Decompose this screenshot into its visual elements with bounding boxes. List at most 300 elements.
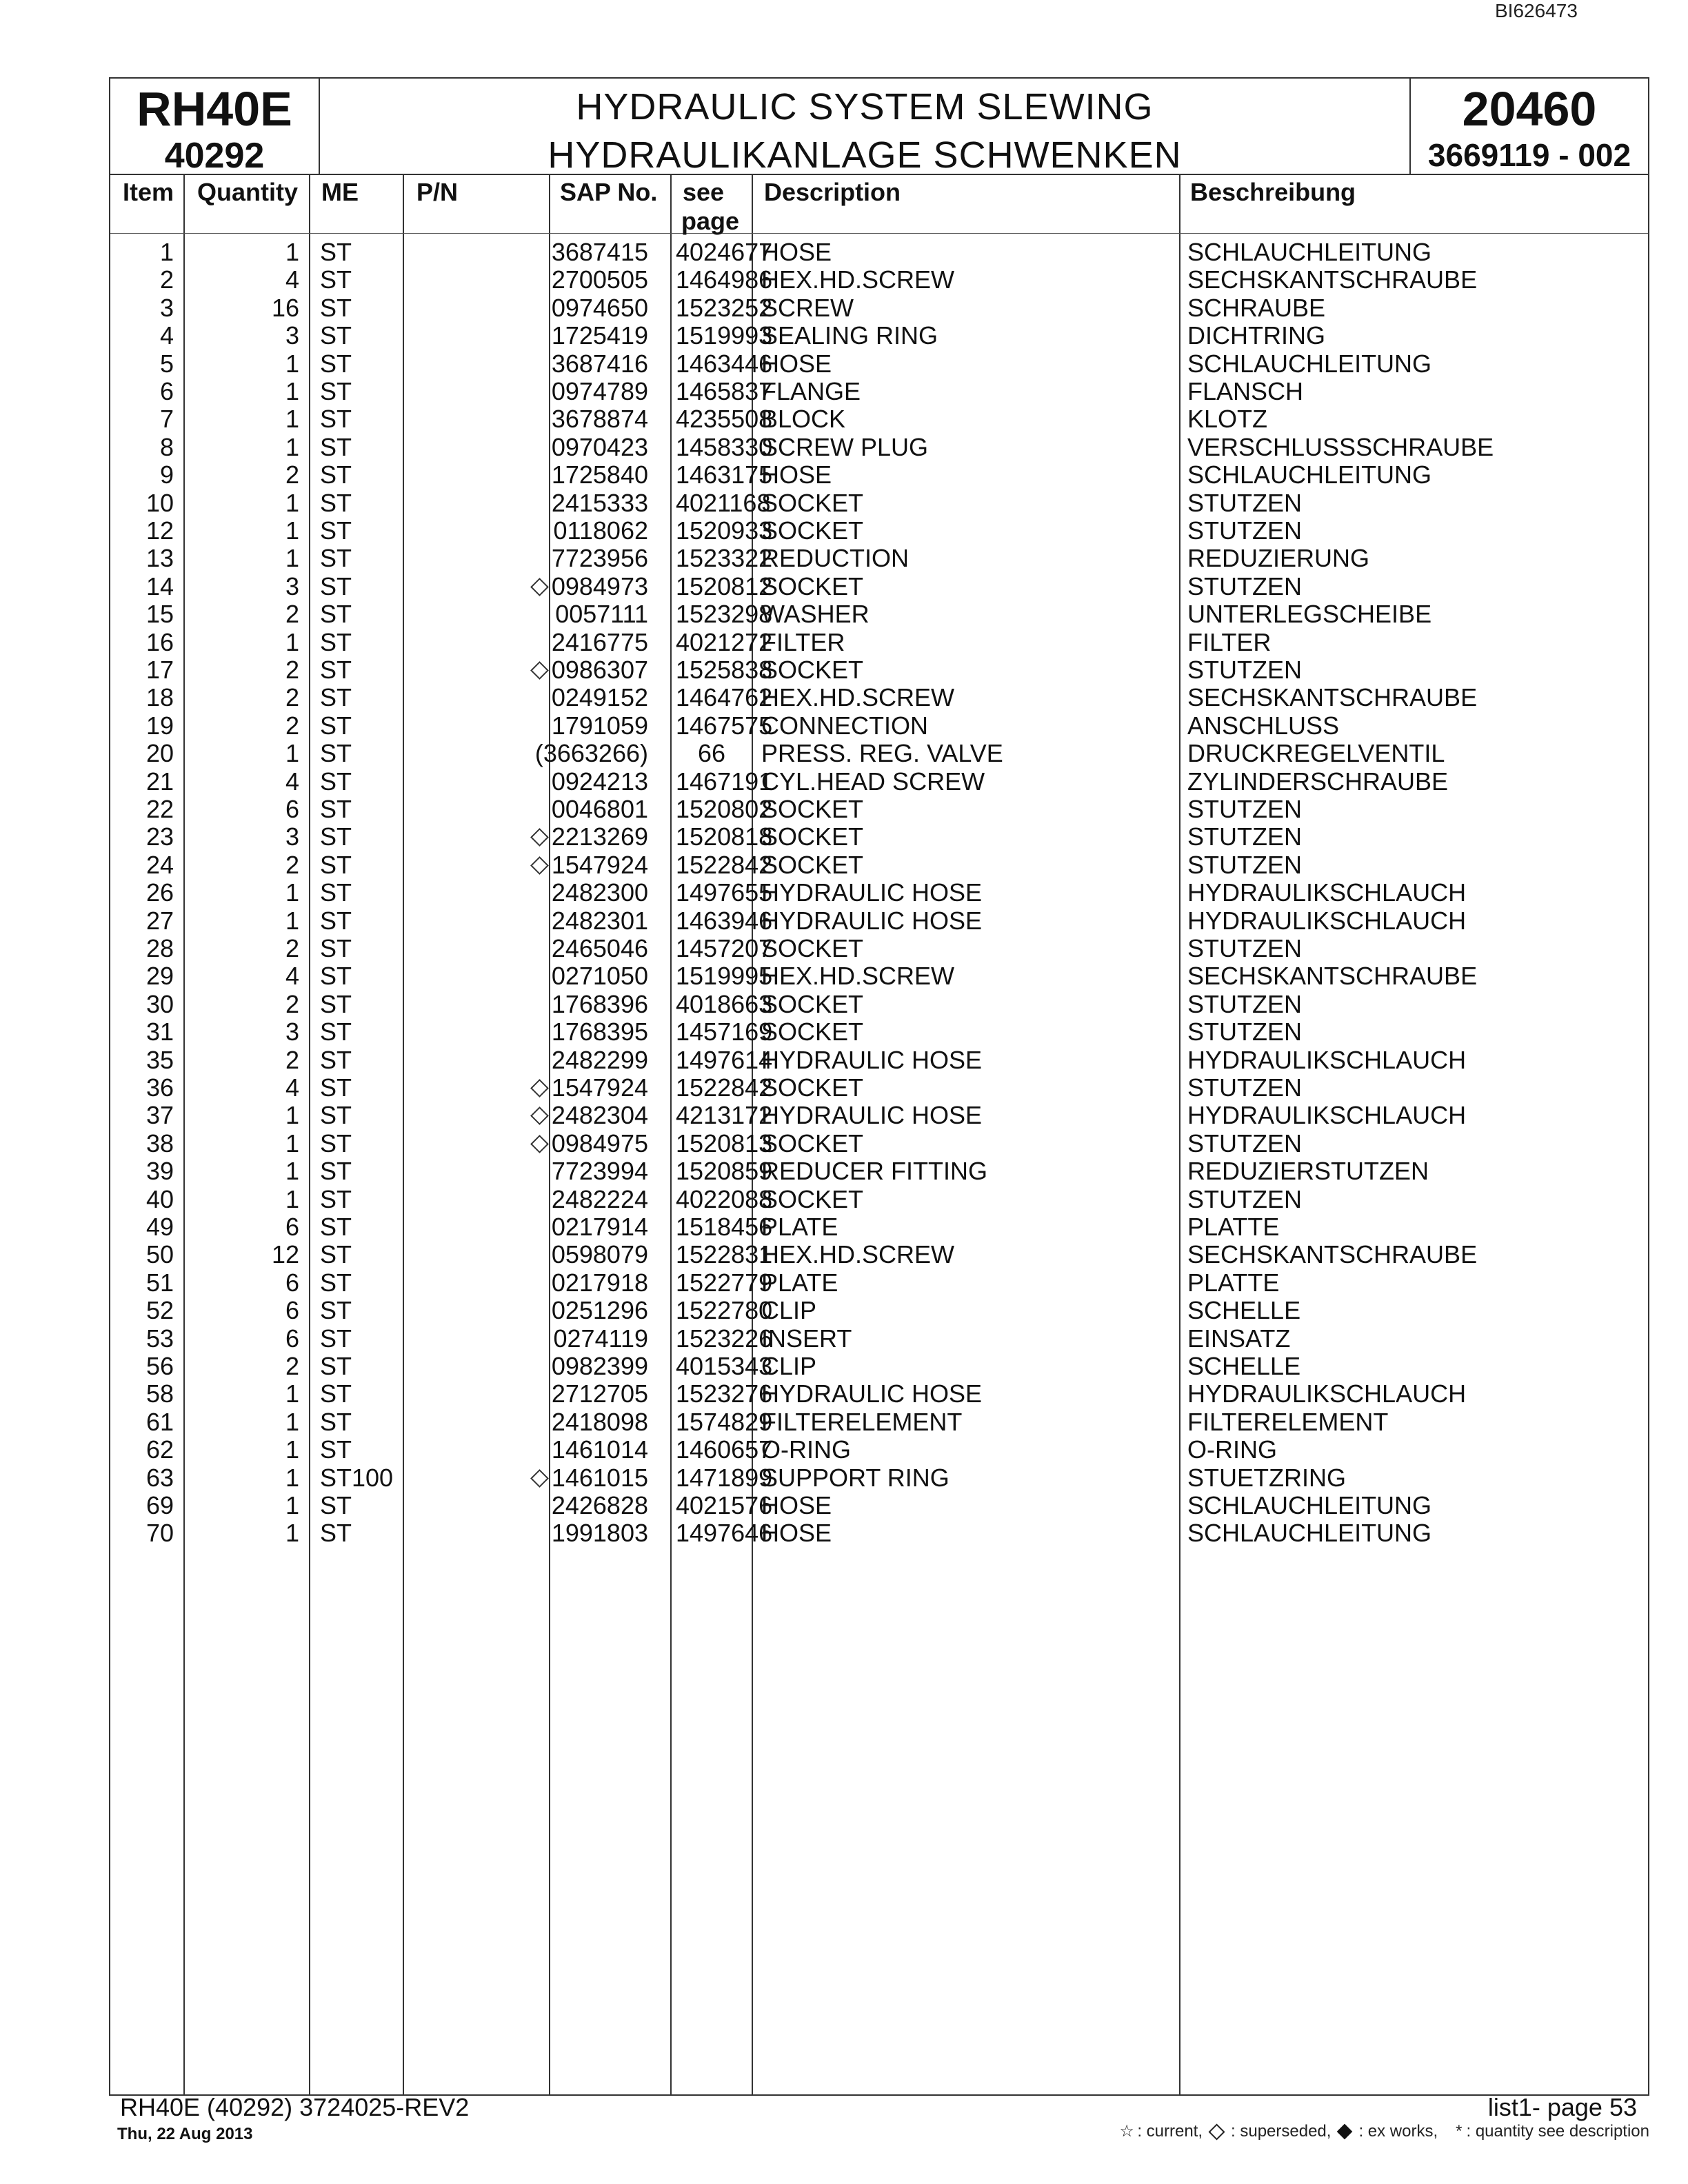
row-beschreibung-text: STUTZEN xyxy=(1187,572,1302,600)
row-beschreibung-text: STUTZEN xyxy=(1187,1184,1302,1213)
row-beschreibung-text: ZYLINDERSCHRAUBE xyxy=(1187,767,1449,796)
superseded-diamond-icon xyxy=(530,661,549,680)
row-me xyxy=(320,350,352,378)
table-row xyxy=(110,600,1651,628)
row-beschreibung xyxy=(1187,1130,1302,1157)
row-me xyxy=(320,1297,352,1324)
row-beschreibung-text: STUTZEN xyxy=(1187,934,1302,962)
row-part-number xyxy=(403,656,648,684)
row-sap-number xyxy=(676,1492,772,1519)
row-beschreibung xyxy=(1187,294,1325,322)
row-item xyxy=(110,629,174,656)
row-description xyxy=(761,962,954,990)
model-box xyxy=(110,79,320,174)
row-see-page xyxy=(672,740,752,767)
row-item xyxy=(110,434,174,461)
row-me xyxy=(320,1130,352,1157)
row-part-number-text: 0984973 xyxy=(551,572,648,600)
row-beschreibung xyxy=(1187,768,1448,796)
row-sap-number-text: 1522842 xyxy=(676,850,773,879)
row-quantity-text: 6 xyxy=(285,795,299,823)
row-me xyxy=(320,1213,352,1241)
row-sap-number xyxy=(676,1436,772,1464)
row-sap-number-text: 1463175 xyxy=(676,461,773,489)
row-sap-number xyxy=(676,434,772,461)
row-me-text: ST xyxy=(320,432,352,461)
row-quantity xyxy=(185,684,299,711)
row-part-number xyxy=(403,1464,648,1492)
row-item-text: 24 xyxy=(145,850,174,879)
row-item xyxy=(110,935,174,962)
row-item xyxy=(110,461,174,489)
row-me-text: ST xyxy=(320,962,352,991)
row-quantity-text: 4 xyxy=(285,767,299,796)
row-quantity xyxy=(185,517,299,545)
row-quantity xyxy=(185,1241,299,1268)
row-quantity-text: 1 xyxy=(285,544,299,573)
row-beschreibung xyxy=(1187,405,1267,433)
row-quantity xyxy=(185,991,299,1018)
row-quantity-text: 2 xyxy=(285,683,299,712)
row-item-text: 20 xyxy=(145,739,174,768)
row-part-number xyxy=(403,1408,648,1436)
row-me-text: ST xyxy=(320,321,352,350)
row-part-number-text: 2418098 xyxy=(551,1407,648,1436)
row-beschreibung xyxy=(1187,1436,1277,1464)
row-sap-number xyxy=(676,1464,772,1492)
table-row xyxy=(110,907,1651,935)
row-me-text: ST xyxy=(320,627,352,656)
row-item xyxy=(110,405,174,433)
row-beschreibung-text: UNTERLEGSCHEIBE xyxy=(1187,600,1432,629)
document-id: BI626473 xyxy=(1495,0,1578,21)
row-sap-number xyxy=(676,1046,772,1074)
table-row xyxy=(110,1464,1651,1492)
row-item xyxy=(110,294,174,322)
row-item-text: 49 xyxy=(145,1213,174,1241)
row-item xyxy=(110,1074,174,1102)
row-part-number xyxy=(403,461,648,489)
row-sap-number-text: 1523322 xyxy=(676,544,773,573)
model-number: 40292 xyxy=(164,136,265,176)
row-me xyxy=(320,684,352,711)
row-item xyxy=(110,1380,174,1408)
row-description xyxy=(761,405,845,433)
table-row xyxy=(110,1046,1651,1074)
row-part-number xyxy=(403,1380,648,1408)
table-row xyxy=(110,740,1651,767)
row-item-text: 12 xyxy=(145,516,174,545)
table-row xyxy=(110,1102,1651,1129)
row-quantity xyxy=(185,1297,299,1324)
table-row xyxy=(110,1186,1651,1213)
row-me-text: ST xyxy=(320,656,352,684)
row-beschreibung-text: REDUZIERUNG xyxy=(1187,544,1370,573)
table-row xyxy=(110,322,1651,350)
row-description xyxy=(761,1519,832,1547)
superseded-diamond-icon xyxy=(530,1135,549,1153)
row-quantity-text: 6 xyxy=(285,1268,299,1297)
superseded-diamond-icon xyxy=(530,1079,549,1098)
row-item xyxy=(110,684,174,711)
table-row xyxy=(110,1074,1651,1102)
symbol-legend xyxy=(1119,2122,1649,2141)
row-description-text: SOCKET xyxy=(761,934,864,962)
row-quantity xyxy=(185,1436,299,1464)
row-me xyxy=(320,322,352,350)
row-sap-number xyxy=(676,796,772,823)
row-part-number-text: 1768396 xyxy=(551,989,648,1018)
row-part-number-text: 2415333 xyxy=(551,488,648,517)
row-item xyxy=(110,962,174,990)
row-part-number xyxy=(403,1186,648,1213)
row-sap-number xyxy=(676,1325,772,1353)
row-part-number-text: 1461015 xyxy=(551,1463,648,1492)
column-header-me: ME xyxy=(321,178,359,206)
row-quantity xyxy=(185,879,299,907)
row-quantity xyxy=(185,1186,299,1213)
row-description-text: HOSE xyxy=(761,1519,832,1548)
row-sap-number-text: 1520812 xyxy=(676,572,773,600)
row-quantity xyxy=(185,405,299,433)
row-description-text: HOSE xyxy=(761,461,832,489)
row-description-text: HOSE xyxy=(761,349,832,378)
row-quantity xyxy=(185,796,299,823)
row-me xyxy=(320,1408,352,1436)
row-beschreibung-text: DICHTRING xyxy=(1187,321,1325,350)
row-item xyxy=(110,1519,174,1547)
row-sap-number-text: 1467575 xyxy=(676,711,773,740)
row-sap-number-text: 1467191 xyxy=(676,767,773,796)
row-beschreibung-text: VERSCHLUSSSCHRAUBE xyxy=(1187,432,1494,461)
row-quantity xyxy=(185,573,299,600)
table-row xyxy=(110,1130,1651,1157)
row-me-text: ST xyxy=(320,767,352,796)
table-row xyxy=(110,1018,1651,1046)
row-description xyxy=(761,907,982,935)
star-outline-icon: ☆ xyxy=(1119,2122,1134,2141)
row-description xyxy=(761,1157,987,1185)
row-beschreibung-text: SCHRAUBE xyxy=(1187,293,1326,322)
row-description xyxy=(761,1297,816,1324)
row-me xyxy=(320,991,352,1018)
superseded-diamond-icon xyxy=(530,578,549,596)
row-item-text: 6 xyxy=(159,377,174,405)
row-me xyxy=(320,1269,352,1297)
row-beschreibung xyxy=(1187,1074,1302,1102)
row-sap-number xyxy=(676,991,772,1018)
row-quantity-text: 1 xyxy=(285,1491,299,1519)
row-beschreibung-text: SECHSKANTSCHRAUBE xyxy=(1187,962,1478,991)
row-beschreibung xyxy=(1187,1157,1429,1185)
row-description xyxy=(761,489,863,517)
row-item xyxy=(110,991,174,1018)
row-item xyxy=(110,600,174,628)
row-part-number-text: 0057111 xyxy=(555,600,648,629)
row-sap-number-text: 1519993 xyxy=(676,321,773,350)
row-description xyxy=(761,434,928,461)
row-description-text: PLATE xyxy=(761,1268,838,1297)
row-item xyxy=(110,239,174,266)
row-me xyxy=(320,1018,352,1046)
row-item xyxy=(110,1353,174,1380)
row-me xyxy=(320,461,352,489)
row-item-text: 27 xyxy=(145,906,174,935)
row-beschreibung xyxy=(1187,1018,1302,1046)
row-beschreibung-text: SECHSKANTSCHRAUBE xyxy=(1187,683,1478,712)
row-item-text: 9 xyxy=(159,461,174,489)
row-beschreibung xyxy=(1187,991,1302,1018)
row-me xyxy=(320,796,352,823)
model-name: RH40E xyxy=(137,82,292,136)
row-description-text: SOCKET xyxy=(761,795,864,823)
row-sap-number xyxy=(676,656,772,684)
row-beschreibung-text: STUTZEN xyxy=(1187,795,1302,823)
row-quantity xyxy=(185,1325,299,1353)
row-item xyxy=(110,378,174,405)
row-quantity xyxy=(185,1213,299,1241)
table-row xyxy=(110,1269,1651,1297)
row-part-number xyxy=(403,489,648,517)
row-me-text: ST xyxy=(320,739,352,768)
row-quantity xyxy=(185,823,299,851)
row-me-text: ST xyxy=(320,1268,352,1297)
row-beschreibung-text: ANSCHLUSS xyxy=(1187,711,1340,740)
row-quantity-text: 2 xyxy=(285,850,299,879)
row-sap-number-text: 1519995 xyxy=(676,962,773,991)
row-beschreibung xyxy=(1187,740,1445,767)
row-beschreibung-text: SCHLAUCHLEITUNG xyxy=(1187,349,1432,378)
row-item-text: 13 xyxy=(145,544,174,573)
row-sap-number xyxy=(676,1380,772,1408)
row-quantity-text: 3 xyxy=(285,822,299,851)
row-me-text: ST xyxy=(320,822,352,851)
row-sap-number xyxy=(676,768,772,796)
table-row xyxy=(110,962,1651,990)
row-part-number xyxy=(403,1157,648,1185)
row-sap-number-text: 1523226 xyxy=(676,1324,773,1353)
row-quantity xyxy=(185,656,299,684)
row-part-number-text: 0274119 xyxy=(553,1324,648,1353)
row-me xyxy=(320,1519,352,1547)
table-row xyxy=(110,1157,1651,1185)
row-see-page-text: 66 xyxy=(697,739,726,768)
row-me xyxy=(320,1186,352,1213)
row-beschreibung-text: STUTZEN xyxy=(1187,822,1302,851)
row-item xyxy=(110,1241,174,1268)
row-item xyxy=(110,1464,174,1492)
row-description-text: FILTER xyxy=(761,627,845,656)
row-me-text: ST xyxy=(320,1296,352,1325)
table-row xyxy=(110,851,1651,879)
row-me-text: ST xyxy=(320,600,352,629)
column-header-quantity: Quantity xyxy=(197,178,299,206)
row-part-number xyxy=(403,1046,648,1074)
row-quantity-text: 1 xyxy=(285,627,299,656)
row-sap-number xyxy=(676,1269,772,1297)
row-sap-number-text: 4213172 xyxy=(676,1101,773,1130)
row-part-number xyxy=(403,935,648,962)
row-me xyxy=(320,879,352,907)
row-item-text: 51 xyxy=(145,1268,174,1297)
row-me-text: ST xyxy=(320,377,352,405)
row-part-number-text: 0924213 xyxy=(551,767,648,796)
row-item-text: 21 xyxy=(145,767,174,796)
row-sap-number-text: 4235508 xyxy=(676,405,773,434)
row-description-text: FILTERELEMENT xyxy=(761,1407,963,1436)
row-sap-number-text: 1463946 xyxy=(676,906,773,935)
row-quantity-text: 1 xyxy=(285,432,299,461)
row-part-number xyxy=(403,1325,648,1353)
row-me xyxy=(320,962,352,990)
row-quantity-text: 2 xyxy=(285,656,299,684)
row-sap-number xyxy=(676,517,772,545)
row-me-text: ST xyxy=(320,405,352,434)
row-part-number xyxy=(403,1353,648,1380)
row-beschreibung-text: STUTZEN xyxy=(1187,1129,1302,1157)
row-quantity xyxy=(185,434,299,461)
row-beschreibung xyxy=(1187,434,1494,461)
row-part-number xyxy=(403,378,648,405)
row-beschreibung-text: REDUZIERSTUTZEN xyxy=(1187,1157,1429,1186)
row-description-text: SCREW PLUG xyxy=(761,432,929,461)
row-quantity-text: 16 xyxy=(271,293,299,322)
row-description xyxy=(761,545,909,572)
row-me-text: ST xyxy=(320,1491,352,1519)
row-description xyxy=(761,294,854,322)
row-part-number-text: 2482304 xyxy=(551,1101,648,1130)
row-me xyxy=(320,1464,393,1492)
row-part-number xyxy=(403,517,648,545)
row-me xyxy=(320,740,352,767)
row-me-text: ST xyxy=(320,572,352,600)
table-row xyxy=(110,991,1651,1018)
row-me xyxy=(320,294,352,322)
row-description xyxy=(761,1186,863,1213)
row-part-number xyxy=(403,545,648,572)
row-quantity-text: 12 xyxy=(271,1240,299,1269)
row-item-text: 52 xyxy=(145,1296,174,1325)
row-part-number-text: 1991803 xyxy=(551,1519,648,1548)
row-quantity-text: 1 xyxy=(285,377,299,405)
row-me xyxy=(320,629,352,656)
row-sap-number-text: 1497655 xyxy=(676,878,773,907)
row-me xyxy=(320,907,352,935)
table-row xyxy=(110,823,1651,851)
page-title-english: HYDRAULIC SYSTEM SLEWING xyxy=(576,86,1154,128)
row-quantity xyxy=(185,1519,299,1547)
row-part-number xyxy=(403,600,648,628)
row-part-number-text: 1725419 xyxy=(551,321,648,350)
row-beschreibung xyxy=(1187,239,1431,266)
row-beschreibung xyxy=(1187,322,1325,350)
row-item-text: 50 xyxy=(145,1240,174,1269)
row-quantity-text: 2 xyxy=(285,711,299,740)
row-me xyxy=(320,266,352,294)
row-description xyxy=(761,823,863,851)
row-me xyxy=(320,1380,352,1408)
row-sap-number-text: 1457207 xyxy=(676,934,773,962)
row-sap-number-text: 4022088 xyxy=(676,1184,773,1213)
row-item-text: 53 xyxy=(145,1324,174,1353)
row-part-number-text: 2700505 xyxy=(551,265,648,294)
row-description-text: SOCKET xyxy=(761,488,864,517)
row-beschreibung-text: FILTER xyxy=(1187,627,1272,656)
row-me-text: ST xyxy=(320,1184,352,1213)
row-description-text: CYL.HEAD SCREW xyxy=(761,767,985,796)
row-me-text: ST xyxy=(320,1435,352,1464)
row-part-number xyxy=(403,879,648,907)
table-row xyxy=(110,656,1651,684)
row-sap-number-text: 1522831 xyxy=(676,1240,773,1269)
drawing-number: 3669119 - 002 xyxy=(1427,137,1631,173)
row-part-number-text: 0046801 xyxy=(551,795,648,823)
row-description xyxy=(761,768,985,796)
row-beschreibung xyxy=(1187,1464,1346,1492)
table-row xyxy=(110,1492,1651,1519)
row-item-text: 70 xyxy=(145,1519,174,1548)
row-beschreibung xyxy=(1187,461,1431,489)
row-beschreibung-text: HYDRAULIKSCHLAUCH xyxy=(1187,1101,1467,1130)
row-beschreibung xyxy=(1187,1046,1466,1074)
row-sap-number xyxy=(676,545,772,572)
row-quantity xyxy=(185,1130,299,1157)
row-quantity xyxy=(185,935,299,962)
row-quantity xyxy=(185,1380,299,1408)
row-item-text: 38 xyxy=(145,1129,174,1157)
row-part-number xyxy=(403,1130,648,1157)
row-quantity-text: 6 xyxy=(285,1324,299,1353)
legend-superseded: : superseded, xyxy=(1231,2122,1332,2141)
row-quantity-text: 3 xyxy=(285,572,299,600)
row-sap-number-text: 1522780 xyxy=(676,1296,773,1325)
row-quantity xyxy=(185,1464,299,1492)
row-quantity-text: 1 xyxy=(285,349,299,378)
row-description-text: WASHER xyxy=(761,600,870,629)
row-part-number xyxy=(403,1269,648,1297)
row-description xyxy=(761,740,1003,767)
row-beschreibung-text: O-RING xyxy=(1187,1435,1277,1464)
row-beschreibung xyxy=(1187,962,1477,990)
row-item-text: 63 xyxy=(145,1463,174,1492)
row-item-text: 5 xyxy=(159,349,174,378)
row-sap-number-text: 4018663 xyxy=(676,989,773,1018)
row-item-text: 69 xyxy=(145,1491,174,1519)
row-part-number-text: 2482299 xyxy=(551,1045,648,1074)
row-beschreibung xyxy=(1187,851,1302,879)
legend-current: : current, xyxy=(1137,2122,1203,2141)
row-part-number-text: 0217918 xyxy=(551,1268,648,1297)
row-quantity-text: 3 xyxy=(285,1018,299,1046)
row-beschreibung xyxy=(1187,573,1302,600)
row-sap-number-text: 1520859 xyxy=(676,1157,773,1186)
row-beschreibung xyxy=(1187,907,1466,935)
row-beschreibung xyxy=(1187,1492,1431,1519)
header-divider xyxy=(110,233,1648,234)
row-beschreibung-text: HYDRAULIKSCHLAUCH xyxy=(1187,1045,1467,1074)
row-me-text: ST xyxy=(320,544,352,573)
row-part-number-text: 3687415 xyxy=(551,238,648,266)
row-sap-number-text: 1523276 xyxy=(676,1379,773,1408)
row-part-number-text: 2482300 xyxy=(551,878,648,907)
row-sap-number xyxy=(676,879,772,907)
row-item-text: 40 xyxy=(145,1184,174,1213)
row-beschreibung-text: SCHLAUCHLEITUNG xyxy=(1187,1491,1432,1519)
row-beschreibung-text: HYDRAULIKSCHLAUCH xyxy=(1187,1379,1467,1408)
row-description xyxy=(761,1046,982,1074)
row-me-text: ST xyxy=(320,850,352,879)
row-sap-number-text: 1464762 xyxy=(676,683,773,712)
